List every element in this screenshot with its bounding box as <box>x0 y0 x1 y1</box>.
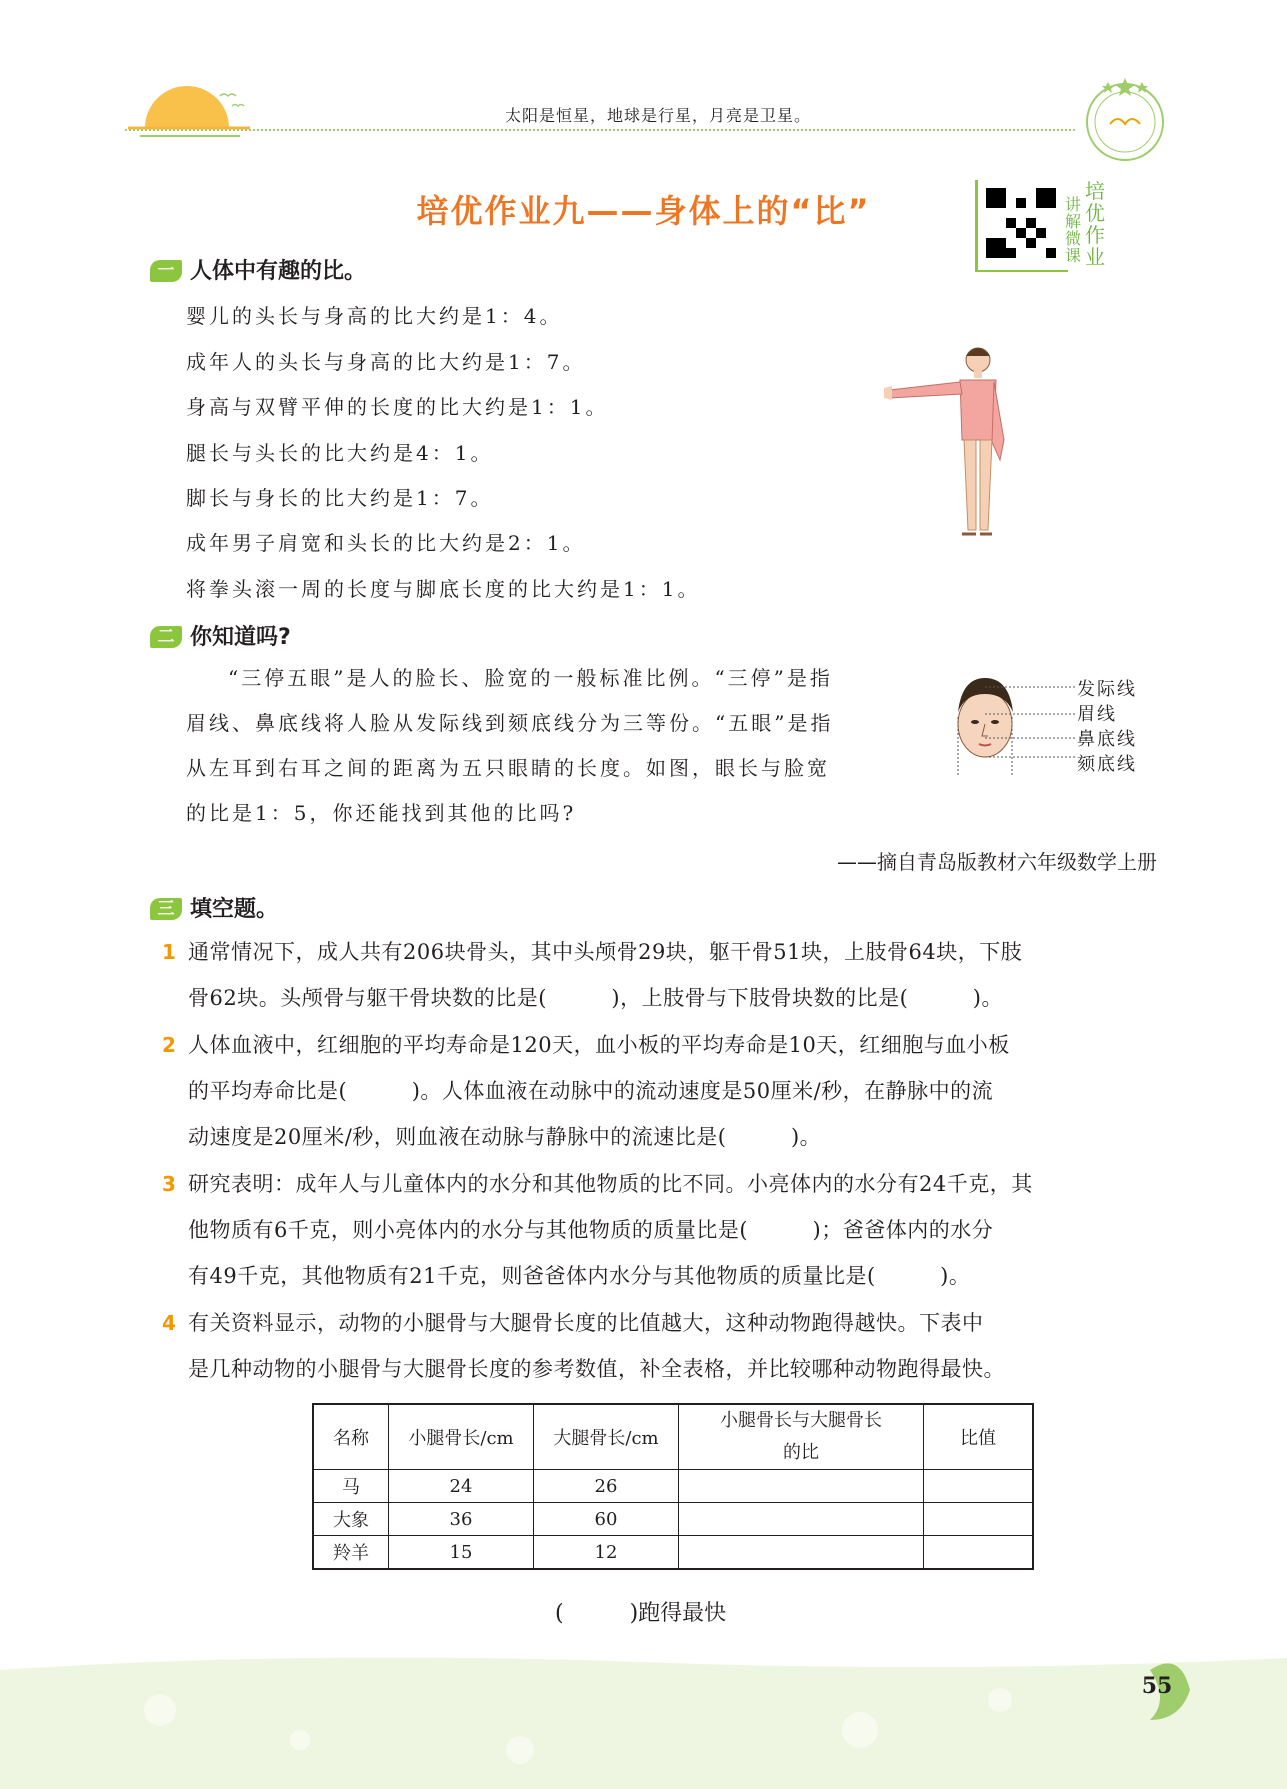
intro-paragraph <box>186 656 926 836</box>
ratio-answer-cell[interactable] <box>679 1503 924 1536</box>
question-line: 是几种动物的小腿骨与大腿骨长度的参考数值，补全表格，并比较哪种动物跑得最快。 <box>188 1357 1005 1381</box>
face-proportion-diagram <box>945 672 1075 777</box>
fact-line: 身高与双臂平伸的长度的比大约是1：1。 <box>186 395 609 419</box>
table-cell: 羚羊 <box>313 1536 389 1570</box>
question-number: 3 <box>162 1172 176 1196</box>
question-line[interactable]: 动速度是20厘米/秒，则血液在动脉与静脉中的流速比是( )。 <box>188 1125 822 1149</box>
question-3 <box>188 1161 1033 1299</box>
table-cell: 12 <box>534 1536 679 1570</box>
ratio-answer-cell[interactable] <box>679 1536 924 1570</box>
question-line: 通常情况下，成人共有206块骨头，其中头颅骨29块，躯干骨51块，上肢骨64块，下肢 <box>188 940 1023 964</box>
ratio-answer-cell[interactable] <box>679 1470 924 1503</box>
table-header-text: 的比 <box>783 1442 819 1463</box>
table-cell: 大象 <box>313 1503 389 1536</box>
question-number: 1 <box>162 940 176 964</box>
section-1-heading <box>150 254 366 285</box>
animal-bone-table <box>312 1403 1034 1570</box>
table-cell: 24 <box>389 1470 534 1503</box>
table-cell: 36 <box>389 1503 534 1536</box>
question-2 <box>188 1022 1010 1160</box>
fact-line: 婴儿的头长与身高的比大约是1：4。 <box>186 304 563 328</box>
section-3-heading <box>150 892 278 923</box>
table-header-cell: 名称 <box>313 1404 389 1470</box>
question-4 <box>188 1300 1005 1392</box>
question-number: 4 <box>162 1311 176 1335</box>
table-header-cell: 比值 <box>924 1404 1034 1470</box>
header-dotted-line <box>125 129 1075 131</box>
paragraph-line: 眉线、鼻底线将人脸从发际线到颏底线分为三等份。“五眼”是指 <box>186 711 834 735</box>
question-line[interactable]: 骨62块。头颅骨与躯干骨块数的比是( )，上肢骨与下肢骨块数的比是( )。 <box>188 986 1003 1010</box>
table-cell: 15 <box>389 1536 534 1570</box>
question-line[interactable]: 有49千克，其他物质有21千克，则爸爸体内水分与其他物质的质量比是( )。 <box>188 1264 971 1288</box>
question-line: 有关资料显示，动物的小腿骨与大腿骨长度的比值越大，这种动物跑得越快。下表中 <box>188 1311 984 1335</box>
brand-logo-icon <box>1080 74 1170 164</box>
table-row <box>313 1470 1033 1503</box>
fastest-answer-line[interactable]: ( )跑得最快 <box>555 1601 727 1626</box>
fact-line: 成年男子肩宽和头长的比大约是2：1。 <box>186 531 586 555</box>
face-labels <box>1077 677 1137 777</box>
sun-illustration <box>120 66 260 146</box>
page-number: 55 <box>1141 1673 1173 1699</box>
paragraph-line: 的比是1：5，你还能找到其他的比吗? <box>186 801 577 825</box>
qr-code-block <box>975 180 1068 272</box>
section-2-heading <box>150 620 291 651</box>
table-header-text: 小腿骨长与大腿骨长 <box>720 1410 882 1431</box>
fact-line: 腿长与头长的比大约是4：1。 <box>186 441 494 465</box>
section-1-badge: 一 <box>150 260 182 282</box>
table-header-cell <box>679 1404 924 1470</box>
face-label: 颏底线 <box>1077 754 1137 775</box>
human-body-illustration <box>880 340 1030 540</box>
table-row <box>313 1503 1033 1536</box>
value-answer-cell[interactable] <box>924 1470 1034 1503</box>
fact-line: 成年人的头长与身高的比大约是1：7。 <box>186 350 586 374</box>
qr-code-icon[interactable] <box>986 188 1056 258</box>
table-cell: 马 <box>313 1470 389 1503</box>
qr-label-large: 培优作业 <box>1085 179 1105 269</box>
face-label: 眉线 <box>1077 704 1117 725</box>
table-cell: 26 <box>534 1470 679 1503</box>
fact-line: 将拳头滚一周的长度与脚底长度的比大约是1：1。 <box>186 577 701 601</box>
header-tagline: 太阳是恒星，地球是行星，月亮是卫星。 <box>505 106 812 125</box>
table-cell: 60 <box>534 1503 679 1536</box>
source-citation: ——摘自青岛版教材六年级数学上册 <box>837 850 1157 874</box>
paragraph-line: 从左耳到右耳之间的距离为五只眼睛的长度。如图，眼长与脸宽 <box>186 756 830 780</box>
footer-decoration <box>0 1650 1287 1789</box>
face-label: 发际线 <box>1077 679 1137 700</box>
table-header-row <box>313 1404 1033 1470</box>
table-header-cell: 大腿骨长/cm <box>534 1404 679 1470</box>
fact-line: 脚长与身长的比大约是1：7。 <box>186 486 494 510</box>
question-1 <box>188 929 1022 1021</box>
value-answer-cell[interactable] <box>924 1503 1034 1536</box>
paragraph-line: “三停五眼”是人的脸长、脸宽的一般标准比例。“三停”是指 <box>228 666 833 690</box>
value-answer-cell[interactable] <box>924 1536 1034 1570</box>
question-line[interactable]: 的平均寿命比是( )。人体血液在动脉中的流动速度是50厘米/秒，在静脉中的流 <box>188 1079 994 1103</box>
qr-label-small: 讲解微课 <box>1065 195 1082 265</box>
section-3-title: 填空题。 <box>190 897 279 922</box>
table-row <box>313 1536 1033 1570</box>
page-title: 培优作业九——身体上的“比” <box>416 192 871 230</box>
question-number: 2 <box>162 1033 176 1057</box>
section-1-title: 人体中有趣的比。 <box>190 259 367 284</box>
question-line[interactable]: 他物质有6千克，则小亮体内的水分与其他物质的质量比是( )；爸爸体内的水分 <box>188 1218 994 1242</box>
question-line: 人体血液中，红细胞的平均寿命是120天，血小板的平均寿命是10天，红细胞与血小板 <box>188 1033 1010 1057</box>
face-label: 鼻底线 <box>1077 729 1137 750</box>
section-2-badge: 二 <box>150 626 182 648</box>
section-2-title: 你知道吗? <box>190 625 291 650</box>
table-header-cell: 小腿骨长/cm <box>389 1404 534 1470</box>
question-line: 研究表明：成年人与儿童体内的水分和其他物质的比不同。小亮体内的水分有24千克，其 <box>188 1172 1033 1196</box>
section-3-badge: 三 <box>150 898 182 920</box>
